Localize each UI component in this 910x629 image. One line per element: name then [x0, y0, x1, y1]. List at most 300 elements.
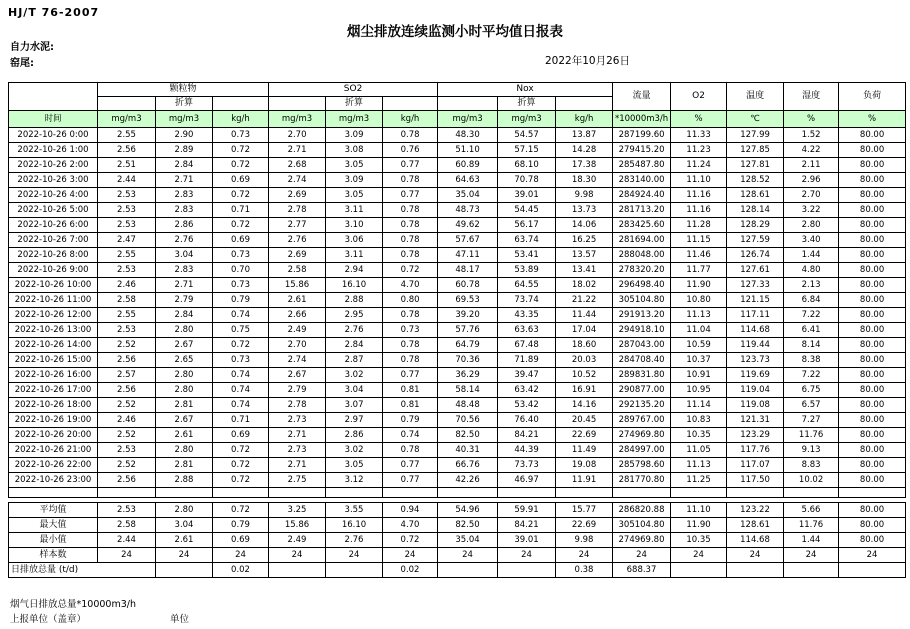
value-cell: 24 — [383, 548, 438, 563]
value-cell: 2.79 — [156, 293, 213, 308]
value-cell: 80.00 — [839, 143, 906, 158]
pm-converted-label: 折算 — [156, 97, 213, 111]
value-cell: 2.86 — [326, 428, 383, 443]
value-cell: 279415.20 — [613, 143, 671, 158]
value-cell: 24 — [98, 548, 156, 563]
value-cell — [326, 563, 383, 578]
time-cell: 2022-10-26 3:00 — [9, 173, 98, 188]
summary-rows — [9, 503, 906, 563]
value-cell: 4.70 — [383, 518, 438, 533]
value-cell: 121.31 — [727, 413, 784, 428]
value-cell: 53.41 — [498, 248, 556, 263]
value-cell: 3.10 — [326, 218, 383, 233]
value-cell: 80.00 — [839, 158, 906, 173]
value-cell: 35.04 — [438, 188, 498, 203]
empty-cell — [156, 488, 213, 498]
value-cell: 0.72 — [213, 473, 269, 488]
value-cell: 3.08 — [326, 143, 383, 158]
value-cell: 127.33 — [727, 278, 784, 293]
summary-row — [9, 518, 906, 533]
value-cell: 16.25 — [556, 233, 613, 248]
value-cell: 67.48 — [498, 338, 556, 353]
value-cell: 10.59 — [671, 338, 727, 353]
time-cell: 2022-10-26 19:00 — [9, 413, 98, 428]
value-cell: 80.00 — [839, 533, 906, 548]
value-cell: 121.15 — [727, 293, 784, 308]
value-cell: 0.76 — [383, 143, 438, 158]
table-row — [9, 278, 906, 293]
group-load: 负荷 — [839, 83, 906, 111]
value-cell: 80.00 — [839, 338, 906, 353]
value-cell: 3.04 — [156, 248, 213, 263]
value-cell: 2.47 — [98, 233, 156, 248]
value-cell: 2.83 — [156, 188, 213, 203]
time-cell: 2022-10-26 23:00 — [9, 473, 98, 488]
value-cell: 2.44 — [98, 173, 156, 188]
empty-cell — [326, 488, 383, 498]
value-cell: 123.22 — [727, 503, 784, 518]
time-cell: 2022-10-26 16:00 — [9, 368, 98, 383]
value-cell: 14.16 — [556, 398, 613, 413]
value-cell: 2.77 — [269, 218, 326, 233]
value-cell: 3.04 — [326, 383, 383, 398]
value-cell: 15.86 — [269, 278, 326, 293]
value-cell: 2.58 — [98, 293, 156, 308]
data-rows — [9, 128, 906, 488]
value-cell: 80.00 — [839, 128, 906, 143]
value-cell: 3.05 — [326, 158, 383, 173]
unit-label: 单位 — [170, 614, 190, 625]
report-unit-label: 上报单位（盖章） — [10, 614, 87, 625]
value-cell: 10.35 — [671, 428, 727, 443]
value-cell: 24 — [839, 548, 906, 563]
value-cell: 3.55 — [326, 503, 383, 518]
value-cell: 2.74 — [269, 353, 326, 368]
table-row — [9, 248, 906, 263]
nox-sub-empty — [438, 97, 498, 111]
time-cell: 2022-10-26 8:00 — [9, 248, 98, 263]
value-cell: 2.52 — [98, 338, 156, 353]
value-cell: 2.88 — [326, 293, 383, 308]
group-temp: 温度 — [727, 83, 784, 111]
table-row — [9, 158, 906, 173]
value-cell: 8.83 — [784, 458, 839, 473]
table-row — [9, 263, 906, 278]
value-cell: 2.80 — [156, 368, 213, 383]
value-cell: 2.56 — [98, 473, 156, 488]
flue-gas-total-note: 烟气日排放总量*10000m3/h — [10, 599, 136, 610]
value-cell: 57.76 — [438, 323, 498, 338]
value-cell: 11.76 — [784, 428, 839, 443]
value-cell: 0.74 — [213, 383, 269, 398]
value-cell: 48.73 — [438, 203, 498, 218]
time-cell: 2022-10-26 1:00 — [9, 143, 98, 158]
value-cell: 8.14 — [784, 338, 839, 353]
table-row — [9, 428, 906, 443]
value-cell: 0.77 — [383, 473, 438, 488]
value-cell: 10.37 — [671, 353, 727, 368]
daily-total-row — [9, 563, 906, 578]
value-cell: 2.52 — [98, 398, 156, 413]
value-cell: 283140.00 — [613, 173, 671, 188]
value-cell: 44.39 — [498, 443, 556, 458]
value-cell: 0.79 — [213, 293, 269, 308]
value-cell: 5.66 — [784, 503, 839, 518]
value-cell: 119.08 — [727, 398, 784, 413]
unit-cell: mg/m3 — [98, 111, 156, 128]
value-cell: 39.47 — [498, 368, 556, 383]
value-cell — [269, 563, 326, 578]
summary-row — [9, 503, 906, 518]
value-cell: 20.45 — [556, 413, 613, 428]
value-cell: 4.70 — [383, 278, 438, 293]
value-cell: 3.02 — [326, 443, 383, 458]
time-cell: 2022-10-26 17:00 — [9, 383, 98, 398]
value-cell — [438, 563, 498, 578]
value-cell: 284924.40 — [613, 188, 671, 203]
value-cell: 119.69 — [727, 368, 784, 383]
value-cell: 2.55 — [98, 128, 156, 143]
table-row — [9, 368, 906, 383]
value-cell: 24 — [213, 548, 269, 563]
value-cell: 2.49 — [269, 533, 326, 548]
value-cell: 53.89 — [498, 263, 556, 278]
summary-label: 最大值 — [9, 518, 98, 533]
value-cell: 24 — [671, 548, 727, 563]
value-cell: 20.03 — [556, 353, 613, 368]
summary-label: 平均值 — [9, 503, 98, 518]
value-cell: 2.80 — [156, 443, 213, 458]
empty-cell — [9, 488, 98, 498]
time-cell: 2022-10-26 2:00 — [9, 158, 98, 173]
table-row — [9, 173, 906, 188]
value-cell: 0.73 — [383, 323, 438, 338]
value-cell: 2.52 — [98, 458, 156, 473]
value-cell: 2.69 — [269, 188, 326, 203]
value-cell: 2.11 — [784, 158, 839, 173]
time-header-empty — [9, 83, 98, 111]
table-row — [9, 338, 906, 353]
value-cell: 70.78 — [498, 173, 556, 188]
empty-cell — [839, 488, 906, 498]
value-cell: 114.68 — [727, 323, 784, 338]
unit-cell: kg/h — [383, 111, 438, 128]
value-cell — [156, 563, 213, 578]
value-cell: 9.98 — [556, 188, 613, 203]
value-cell: 0.81 — [383, 398, 438, 413]
value-cell: 2.96 — [784, 173, 839, 188]
group-o2: O2 — [671, 83, 727, 111]
value-cell: 2.44 — [98, 533, 156, 548]
table-row — [9, 473, 906, 488]
value-cell: 0.74 — [213, 368, 269, 383]
value-cell: 0.78 — [383, 338, 438, 353]
value-cell: 117.07 — [727, 458, 784, 473]
value-cell: 3.22 — [784, 203, 839, 218]
value-cell: 128.52 — [727, 173, 784, 188]
standard-code: HJ/T 76-2007 — [8, 6, 100, 19]
time-cell: 2022-10-26 18:00 — [9, 398, 98, 413]
value-cell: 15.86 — [269, 518, 326, 533]
value-cell: 2.70 — [784, 188, 839, 203]
value-cell: 11.24 — [671, 158, 727, 173]
value-cell: 0.69 — [213, 428, 269, 443]
value-cell: 2.81 — [156, 398, 213, 413]
value-cell: 0.72 — [213, 338, 269, 353]
time-cell: 2022-10-26 15:00 — [9, 353, 98, 368]
value-cell: 2.71 — [269, 458, 326, 473]
value-cell: 43.35 — [498, 308, 556, 323]
value-cell: 84.21 — [498, 518, 556, 533]
location-label: 窑尾: — [10, 58, 34, 69]
value-cell: 2.67 — [269, 368, 326, 383]
value-cell: 70.56 — [438, 413, 498, 428]
value-cell: 2.68 — [269, 158, 326, 173]
value-cell: 0.72 — [213, 443, 269, 458]
value-cell: 2.53 — [98, 188, 156, 203]
value-cell: 2.53 — [98, 203, 156, 218]
value-cell: 119.04 — [727, 383, 784, 398]
group-so2: SO2 — [269, 83, 438, 97]
value-cell: 3.09 — [326, 128, 383, 143]
value-cell: 18.30 — [556, 173, 613, 188]
value-cell: 64.55 — [498, 278, 556, 293]
value-cell: 0.73 — [213, 128, 269, 143]
value-cell: 48.30 — [438, 128, 498, 143]
value-cell: 0.78 — [383, 443, 438, 458]
value-cell: 22.69 — [556, 428, 613, 443]
value-cell: 42.26 — [438, 473, 498, 488]
table-row — [9, 143, 906, 158]
value-cell: 11.14 — [671, 398, 727, 413]
value-cell: 22.69 — [556, 518, 613, 533]
value-cell — [671, 563, 727, 578]
unit-cell: mg/m3 — [269, 111, 326, 128]
time-cell: 2022-10-26 22:00 — [9, 458, 98, 473]
so2-sub-empty2 — [383, 97, 438, 111]
value-cell: 64.79 — [438, 338, 498, 353]
value-cell: 117.76 — [727, 443, 784, 458]
value-cell: 2.76 — [156, 233, 213, 248]
value-cell: 73.74 — [498, 293, 556, 308]
value-cell: 57.67 — [438, 233, 498, 248]
table-row — [9, 308, 906, 323]
table-row — [9, 413, 906, 428]
value-cell: 16.10 — [326, 518, 383, 533]
value-cell: 9.98 — [556, 533, 613, 548]
value-cell: 18.60 — [556, 338, 613, 353]
value-cell: 2.76 — [326, 323, 383, 338]
page-title: 烟尘排放连续监测小时平均值日报表 — [347, 24, 563, 40]
value-cell: 305104.80 — [613, 293, 671, 308]
value-cell: 281713.20 — [613, 203, 671, 218]
value-cell: 2.53 — [98, 503, 156, 518]
table-row — [9, 323, 906, 338]
value-cell: 0.72 — [213, 188, 269, 203]
value-cell: 2.71 — [156, 278, 213, 293]
value-cell: 82.50 — [438, 428, 498, 443]
value-cell: 11.46 — [671, 248, 727, 263]
value-cell: 80.00 — [839, 428, 906, 443]
value-cell: 2.75 — [269, 473, 326, 488]
value-cell: 60.89 — [438, 158, 498, 173]
value-cell: 2.78 — [269, 398, 326, 413]
value-cell — [727, 563, 784, 578]
value-cell: 1.44 — [784, 248, 839, 263]
unit-cell: kg/h — [556, 111, 613, 128]
value-cell: 0.79 — [383, 413, 438, 428]
value-cell: 289831.80 — [613, 368, 671, 383]
value-cell: 54.57 — [498, 128, 556, 143]
value-cell: 0.71 — [213, 413, 269, 428]
time-cell: 2022-10-26 12:00 — [9, 308, 98, 323]
value-cell: 117.50 — [727, 473, 784, 488]
value-cell: 2.53 — [98, 443, 156, 458]
empty-cell — [98, 488, 156, 498]
value-cell: 80.00 — [839, 263, 906, 278]
value-cell: 291913.20 — [613, 308, 671, 323]
value-cell: 119.44 — [727, 338, 784, 353]
value-cell: 11.04 — [671, 323, 727, 338]
value-cell: 2.52 — [98, 428, 156, 443]
empty-cell — [383, 488, 438, 498]
value-cell: 11.15 — [671, 233, 727, 248]
value-cell: 51.10 — [438, 143, 498, 158]
value-cell: 59.91 — [498, 503, 556, 518]
value-cell: 11.10 — [671, 503, 727, 518]
value-cell: 2.80 — [156, 323, 213, 338]
value-cell: 2.57 — [98, 368, 156, 383]
summary-label: 样本数 — [9, 548, 98, 563]
value-cell: 128.61 — [727, 518, 784, 533]
value-cell: 76.40 — [498, 413, 556, 428]
value-cell: 285487.80 — [613, 158, 671, 173]
value-cell: 2.73 — [269, 413, 326, 428]
value-cell: 281694.00 — [613, 233, 671, 248]
value-cell: 284708.40 — [613, 353, 671, 368]
value-cell: 80.00 — [839, 383, 906, 398]
time-cell: 2022-10-26 6:00 — [9, 218, 98, 233]
value-cell: 3.11 — [326, 248, 383, 263]
value-cell: 11.10 — [671, 173, 727, 188]
value-cell: 24 — [498, 548, 556, 563]
value-cell: 11.33 — [671, 128, 727, 143]
value-cell: 2.49 — [269, 323, 326, 338]
value-cell: 13.73 — [556, 203, 613, 218]
value-cell: 63.74 — [498, 233, 556, 248]
empty-cell — [671, 488, 727, 498]
value-cell: 3.07 — [326, 398, 383, 413]
unit-cell: % — [839, 111, 906, 128]
value-cell: 3.40 — [784, 233, 839, 248]
value-cell: 2.58 — [269, 263, 326, 278]
value-cell: 6.41 — [784, 323, 839, 338]
value-cell: 2.73 — [269, 443, 326, 458]
time-cell: 2022-10-26 10:00 — [9, 278, 98, 293]
value-cell: 2.71 — [269, 143, 326, 158]
value-cell: 2.53 — [98, 218, 156, 233]
value-cell: 294918.10 — [613, 323, 671, 338]
value-cell: 68.10 — [498, 158, 556, 173]
empty-spacer-row — [9, 488, 906, 498]
time-cell: 2022-10-26 9:00 — [9, 263, 98, 278]
value-cell: 0.70 — [213, 263, 269, 278]
value-cell: 2.88 — [156, 473, 213, 488]
value-cell: 80.00 — [839, 353, 906, 368]
value-cell: 11.23 — [671, 143, 727, 158]
empty-cell — [727, 488, 784, 498]
value-cell: 64.63 — [438, 173, 498, 188]
value-cell: 0.77 — [383, 188, 438, 203]
value-cell: 48.48 — [438, 398, 498, 413]
value-cell: 24 — [556, 548, 613, 563]
value-cell: 117.11 — [727, 308, 784, 323]
table-row — [9, 203, 906, 218]
value-cell: 290877.00 — [613, 383, 671, 398]
table-row — [9, 233, 906, 248]
value-cell: 0.78 — [383, 203, 438, 218]
value-cell: 0.78 — [383, 128, 438, 143]
value-cell: 688.37 — [613, 563, 671, 578]
value-cell: 24 — [156, 548, 213, 563]
table-row — [9, 353, 906, 368]
value-cell: 287043.00 — [613, 338, 671, 353]
value-cell: 2.86 — [156, 218, 213, 233]
unit-cell: kg/h — [213, 111, 269, 128]
value-cell: 80.00 — [839, 188, 906, 203]
value-cell: 80.00 — [839, 278, 906, 293]
value-cell: 0.74 — [213, 308, 269, 323]
empty-cell — [498, 488, 556, 498]
value-cell: 0.79 — [213, 518, 269, 533]
group-pm: 颗粒物 — [98, 83, 269, 97]
so2-converted-label: 折算 — [326, 97, 383, 111]
value-cell: 80.00 — [839, 248, 906, 263]
value-cell: 19.08 — [556, 458, 613, 473]
summary-table — [8, 502, 906, 578]
value-cell: 16.10 — [326, 278, 383, 293]
value-cell: 274969.80 — [613, 428, 671, 443]
value-cell: 11.16 — [671, 203, 727, 218]
table-row — [9, 128, 906, 143]
value-cell: 40.31 — [438, 443, 498, 458]
value-cell: 0.81 — [383, 383, 438, 398]
value-cell: 35.04 — [438, 533, 498, 548]
value-cell: 123.73 — [727, 353, 784, 368]
value-cell: 0.69 — [213, 173, 269, 188]
value-cell: 0.73 — [213, 248, 269, 263]
value-cell: 6.84 — [784, 293, 839, 308]
value-cell: 11.13 — [671, 458, 727, 473]
value-cell: 2.51 — [98, 158, 156, 173]
value-cell: 11.44 — [556, 308, 613, 323]
group-humidity: 湿度 — [784, 83, 839, 111]
company-label: 自力水泥: — [10, 42, 54, 53]
value-cell: 11.25 — [671, 473, 727, 488]
summary-row — [9, 533, 906, 548]
value-cell: 2.61 — [156, 428, 213, 443]
value-cell: 2.94 — [326, 263, 383, 278]
value-cell: 60.78 — [438, 278, 498, 293]
value-cell: 6.57 — [784, 398, 839, 413]
value-cell: 13.87 — [556, 128, 613, 143]
value-cell: 24 — [269, 548, 326, 563]
summary-label: 最小值 — [9, 533, 98, 548]
value-cell: 2.67 — [156, 338, 213, 353]
value-cell: 24 — [613, 548, 671, 563]
time-cell: 2022-10-26 4:00 — [9, 188, 98, 203]
value-cell: 2.84 — [156, 158, 213, 173]
